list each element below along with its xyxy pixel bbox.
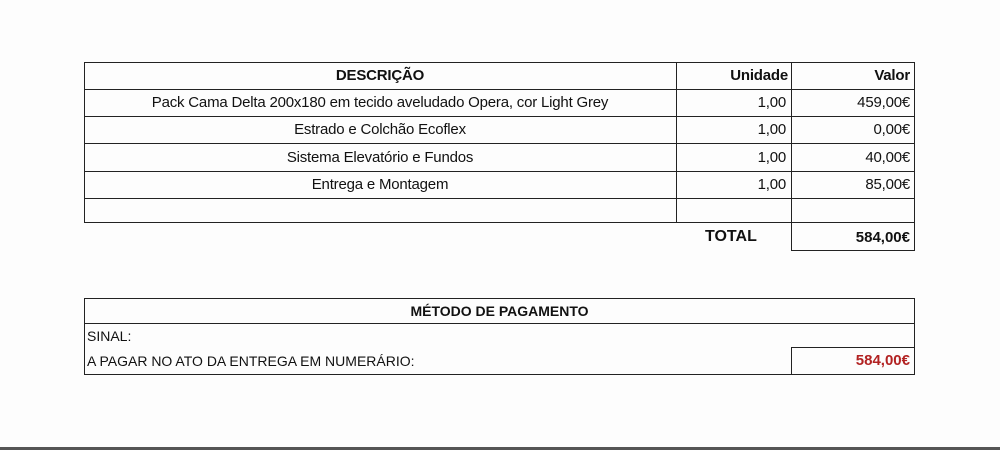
row-value: 40,00€ xyxy=(865,148,910,166)
on-delivery-value: 584,00€ xyxy=(855,352,910,369)
header-unit: Unidade xyxy=(730,67,788,84)
header-description: DESCRIÇÃO xyxy=(335,67,425,84)
header-value: Valor xyxy=(874,67,910,84)
total-value: 584,00€ xyxy=(855,228,910,246)
row-description: Sistema Elevatório e Fundos xyxy=(286,148,474,166)
row-unit: 1,00 xyxy=(757,94,786,111)
row-description: Entrega e Montagem xyxy=(311,176,449,193)
deposit-label: SINAL: xyxy=(87,327,132,344)
row-value: 459,00€ xyxy=(857,94,910,111)
row-value: 85,00€ xyxy=(865,176,910,193)
on-delivery-label: A PAGAR NO ATO DA ENTREGA EM NUMERÁRIO: xyxy=(87,352,415,369)
row-unit: 1,00 xyxy=(757,148,786,166)
row-value: 0,00€ xyxy=(873,121,910,138)
row-unit: 1,00 xyxy=(757,176,786,193)
total-label: TOTAL xyxy=(705,228,757,245)
row-unit: 1,00 xyxy=(757,121,786,138)
payment-title: MÉTODO DE PAGAMENTO xyxy=(410,302,589,319)
row-description: Pack Cama Delta 200x180 em tecido aveludado Opera, cor Light Grey xyxy=(151,94,609,111)
row-description: Estrado e Colchão Ecoflex xyxy=(294,121,466,138)
